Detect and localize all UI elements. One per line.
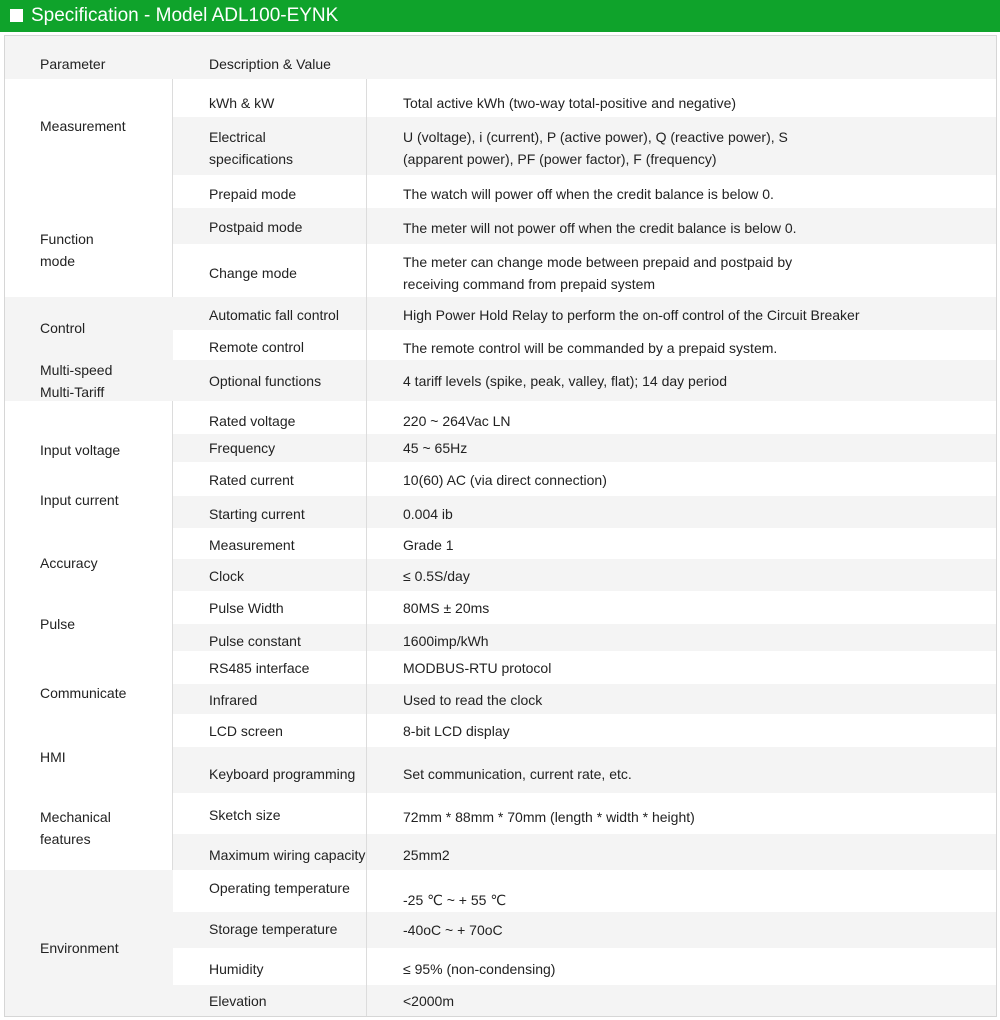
row-desc: Operating temperature	[209, 880, 350, 896]
row-value: 220 ~ 264Vac LN	[403, 413, 511, 429]
row-desc: Rated voltage	[209, 413, 296, 429]
row-desc: Prepaid mode	[209, 186, 297, 202]
table-row	[173, 948, 996, 985]
row-value: (apparent power), PF (power factor), F (frequency)	[403, 151, 717, 167]
table-row	[173, 684, 996, 714]
row-value: Used to read the clock	[403, 692, 543, 708]
group-function-line2: mode	[40, 253, 76, 269]
row-desc: Clock	[209, 568, 245, 584]
row-value: The meter can change mode between prepaid and postpaid by	[403, 254, 793, 270]
row-desc: Storage temperature	[209, 921, 338, 937]
table-row	[173, 496, 996, 528]
row-desc: Keyboard programming	[209, 766, 356, 782]
group-multi-line2: Multi-Tariff	[40, 384, 105, 400]
group-pulse: Pulse	[40, 616, 76, 632]
row-desc: specifications	[209, 151, 294, 167]
row-desc: Change mode	[209, 265, 297, 281]
row-value: 0.004 ib	[403, 506, 453, 522]
table-row	[173, 462, 996, 496]
row-desc: Postpaid mode	[209, 219, 303, 235]
group-cell-electrical	[5, 401, 173, 870]
row-value: 10(60) AC (via direct connection)	[403, 472, 607, 488]
row-value: 72mm * 88mm * 70mm (length * width * height)	[403, 809, 695, 825]
row-desc: Maximum wiring capacity	[209, 847, 366, 863]
group-function-line1: Function	[40, 231, 94, 247]
group-accuracy: Accuracy	[40, 555, 98, 571]
table-row	[173, 528, 996, 559]
table-row	[173, 591, 996, 624]
group-multi-line1: Multi-speed	[40, 362, 113, 378]
row-value: Set communication, current rate, etc.	[403, 766, 632, 782]
group-input-voltage: Input voltage	[40, 442, 121, 458]
group-mechanical-line1: Mechanical	[40, 809, 111, 825]
row-value: 8-bit LCD display	[403, 723, 510, 739]
table-row	[173, 360, 996, 401]
table-row	[173, 793, 996, 834]
row-value: The watch will power off when the credit balance is below 0.	[403, 186, 774, 202]
parameter-header: Parameter	[40, 56, 106, 72]
group-cell-control	[5, 297, 173, 401]
row-desc: Automatic fall control	[209, 307, 339, 323]
group-communicate: Communicate	[40, 685, 127, 701]
group-cell-measurement-function	[5, 79, 173, 297]
row-value: 25mm2	[403, 847, 450, 863]
row-value: <2000m	[403, 993, 454, 1009]
table-row	[173, 651, 996, 684]
row-value: The meter will not power off when the credit balance is below 0.	[403, 220, 797, 236]
row-value: ≤ 0.5S/day	[403, 568, 470, 584]
row-value: ≤ 95% (non-condensing)	[403, 961, 556, 977]
row-desc: kWh & kW	[209, 95, 275, 111]
row-value: receiving command from prepaid system	[403, 276, 656, 292]
table-row	[173, 330, 996, 360]
row-value: MODBUS-RTU protocol	[403, 660, 552, 676]
parameter-column	[5, 36, 173, 1016]
row-value: 45 ~ 65Hz	[403, 440, 468, 456]
table-row	[173, 912, 996, 948]
table-header-row	[173, 36, 996, 79]
description-header: Description & Value	[209, 56, 331, 72]
row-desc: Electrical	[209, 129, 266, 145]
row-value: Grade 1	[403, 537, 454, 553]
row-desc: Pulse constant	[209, 633, 301, 649]
row-value: High Power Hold Relay to perform the on-off control of the Circuit Breaker	[403, 307, 860, 323]
row-value: 80MS ± 20ms	[403, 600, 490, 616]
table-row	[173, 401, 996, 434]
row-desc: Frequency	[209, 440, 276, 456]
table-row	[173, 175, 996, 208]
table-row	[173, 834, 996, 870]
table-row	[173, 208, 996, 244]
header-desc-cell	[173, 36, 367, 79]
group-cell-environment	[5, 870, 173, 1016]
group-mechanical-line2: features	[40, 831, 91, 847]
group-control: Control	[40, 320, 86, 336]
table-row	[173, 559, 996, 591]
section-title: Specification - Model ADL100-EYNK	[31, 5, 339, 26]
group-measurement: Measurement	[40, 118, 126, 134]
row-desc: Elevation	[209, 993, 267, 1009]
row-desc: Infrared	[209, 692, 258, 708]
row-desc: RS485 interface	[209, 660, 310, 676]
group-environment: Environment	[40, 940, 119, 956]
row-value: 4 tariff levels (spike, peak, valley, flat); 14 day period	[403, 373, 727, 389]
row-value: 1600imp/kWh	[403, 633, 489, 649]
table-row	[173, 624, 996, 651]
row-desc: Humidity	[209, 961, 264, 977]
row-desc: LCD screen	[209, 723, 283, 739]
row-desc: Optional functions	[209, 373, 322, 389]
row-desc: Rated current	[209, 472, 294, 488]
table-row	[173, 870, 996, 912]
row-desc: Pulse Width	[209, 600, 284, 616]
table-row	[173, 244, 996, 297]
table-row	[173, 434, 996, 462]
parameter-header-cell	[5, 36, 173, 79]
row-value: The remote control will be commanded by a prepaid system.	[403, 340, 778, 356]
section-banner	[0, 0, 1000, 32]
spec-table	[4, 35, 997, 1017]
table-row	[173, 117, 996, 175]
row-desc: Remote control	[209, 339, 304, 355]
row-value: U (voltage), i (current), P (active power), Q (reactive power), S	[403, 129, 788, 145]
table-row	[173, 985, 996, 1016]
row-value: Total active kWh (two-way total-positive and negative)	[403, 95, 737, 111]
row-desc: Measurement	[209, 537, 295, 553]
table-row	[173, 747, 996, 793]
table-row	[173, 79, 996, 117]
group-input-current: Input current	[40, 492, 119, 508]
table-row	[173, 714, 996, 747]
row-desc: Sketch size	[209, 807, 281, 823]
row-desc: Starting current	[209, 506, 305, 522]
table-row	[173, 297, 996, 330]
row-value: -25 ℃ ~ + 55 ℃	[403, 892, 507, 908]
square-bullet-icon	[10, 9, 23, 22]
row-value: -40oC ~ + 70oC	[403, 922, 503, 938]
group-hmi: HMI	[40, 749, 66, 765]
